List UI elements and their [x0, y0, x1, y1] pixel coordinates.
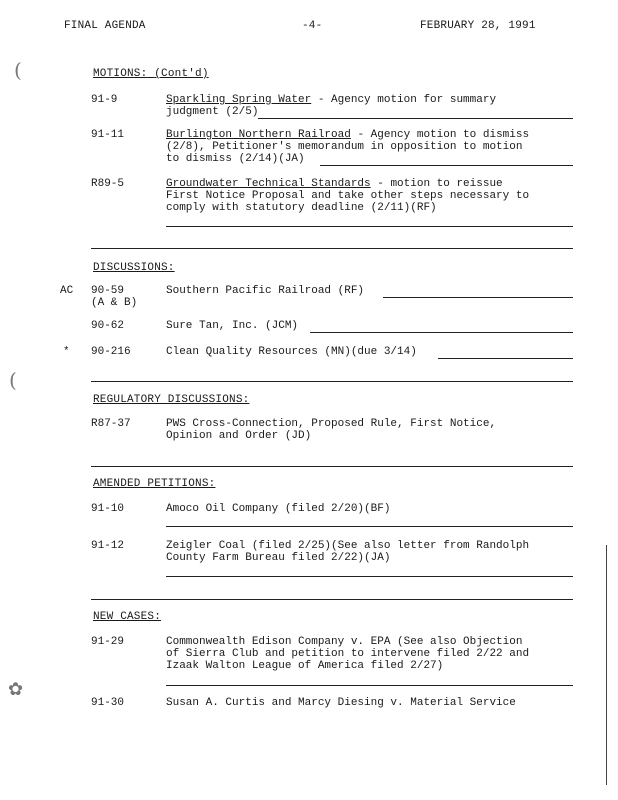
item-prefix: *	[63, 346, 70, 358]
item-text-line: judgment (2/5)	[166, 106, 259, 118]
item-text-line: of Sierra Club and petition to intervene filed 2/22 and	[166, 648, 530, 660]
underline-rule	[166, 526, 573, 527]
section-divider	[91, 599, 573, 600]
scan-edge-line	[606, 545, 607, 785]
section-heading-motions	[93, 68, 209, 80]
underline-rule	[383, 297, 573, 298]
item-number: R87-37	[91, 418, 131, 430]
underline-rule	[166, 685, 573, 686]
item-number: 90-216	[91, 346, 131, 358]
item-text-line: Izaak Walton League of America filed 2/27)	[166, 660, 444, 672]
underline-rule	[166, 576, 573, 577]
item-number: 91-11	[91, 129, 125, 141]
item-text	[166, 94, 576, 118]
section-divider	[91, 381, 573, 382]
item-title: Burlington Northern Railroad	[166, 129, 351, 141]
header-date: FEBRUARY 28, 1991	[420, 20, 536, 32]
section-heading-amended: AMENDED PETITIONS:	[93, 478, 216, 490]
section-heading-new-cases: NEW CASES:	[93, 611, 162, 623]
margin-mark: (	[14, 58, 22, 82]
item-text-line: (2/8), Petitioner's memorandum in opposition to motion	[166, 141, 523, 153]
item-text: Southern Pacific Railroad (RF)	[166, 285, 365, 297]
item-text-line: - Agency motion for summary	[311, 94, 497, 106]
section-heading-discussions: DISCUSSIONS:	[93, 262, 175, 274]
margin-mark: (	[9, 368, 17, 392]
item-text	[166, 129, 576, 165]
item-text: Susan A. Curtis and Marcy Diesing v. Material Service	[166, 697, 516, 709]
section-heading-regulatory: REGULATORY DISCUSSIONS:	[93, 394, 250, 406]
item-number: 91-10	[91, 503, 125, 515]
item-text	[166, 540, 576, 564]
page-number: -4-	[302, 20, 323, 32]
item-text-line: PWS Cross-Connection, Proposed Rule, First Notice,	[166, 418, 497, 430]
item-number: 90-62	[91, 320, 125, 332]
item-text: Sure Tan, Inc. (JCM)	[166, 320, 299, 332]
underline-rule	[258, 118, 573, 119]
item-text	[166, 636, 576, 672]
underline-rule	[166, 226, 573, 227]
item-number: 91-29	[91, 636, 125, 648]
item-text-line: comply with statutory deadline (2/11)(RF)	[166, 202, 437, 214]
item-prefix: AC	[60, 285, 74, 297]
underline-rule	[438, 358, 573, 359]
item-text: Clean Quality Resources (MN)(due 3/14)	[166, 346, 417, 358]
section-heading-label: MOTIONS:	[93, 68, 148, 80]
item-number-suffix: (A & B)	[91, 297, 138, 309]
section-divider	[91, 248, 573, 249]
item-number: 91-30	[91, 697, 125, 709]
item-text-line: First Notice Proposal and take other steps necessary to	[166, 190, 530, 202]
item-text-line: Zeigler Coal (filed 2/25)(See also letter from Randolph	[166, 540, 530, 552]
item-text	[166, 178, 576, 214]
item-text-line: - Agency motion to dismiss	[350, 129, 530, 141]
item-text	[166, 418, 576, 442]
header-title: FINAL AGENDA	[64, 20, 146, 32]
item-text: Amoco Oil Company (filed 2/20)(BF)	[166, 503, 391, 515]
item-text-line: to dismiss (2/14)(JA)	[166, 153, 305, 165]
underline-rule	[310, 332, 573, 333]
item-title: Groundwater Technical Standards	[166, 178, 371, 190]
section-divider	[91, 466, 573, 467]
item-text-line: Opinion and Order (JD)	[166, 430, 312, 442]
item-number: 90-59	[91, 285, 125, 297]
item-text-line: Commonwealth Edison Company v. EPA (See also Objection	[166, 636, 523, 648]
item-number: 91-12	[91, 540, 125, 552]
underline-rule	[320, 165, 573, 166]
item-text-line: - motion to reissue	[370, 178, 503, 190]
section-heading-suffix: (Cont'd)	[154, 68, 209, 80]
item-number: R89-5	[91, 178, 125, 190]
hole-punch-mark: ✿	[8, 679, 24, 700]
item-title: Sparkling Spring Water	[166, 94, 312, 106]
item-number: 91-9	[91, 94, 118, 106]
item-text-line: County Farm Bureau filed 2/22)(JA)	[166, 552, 391, 564]
